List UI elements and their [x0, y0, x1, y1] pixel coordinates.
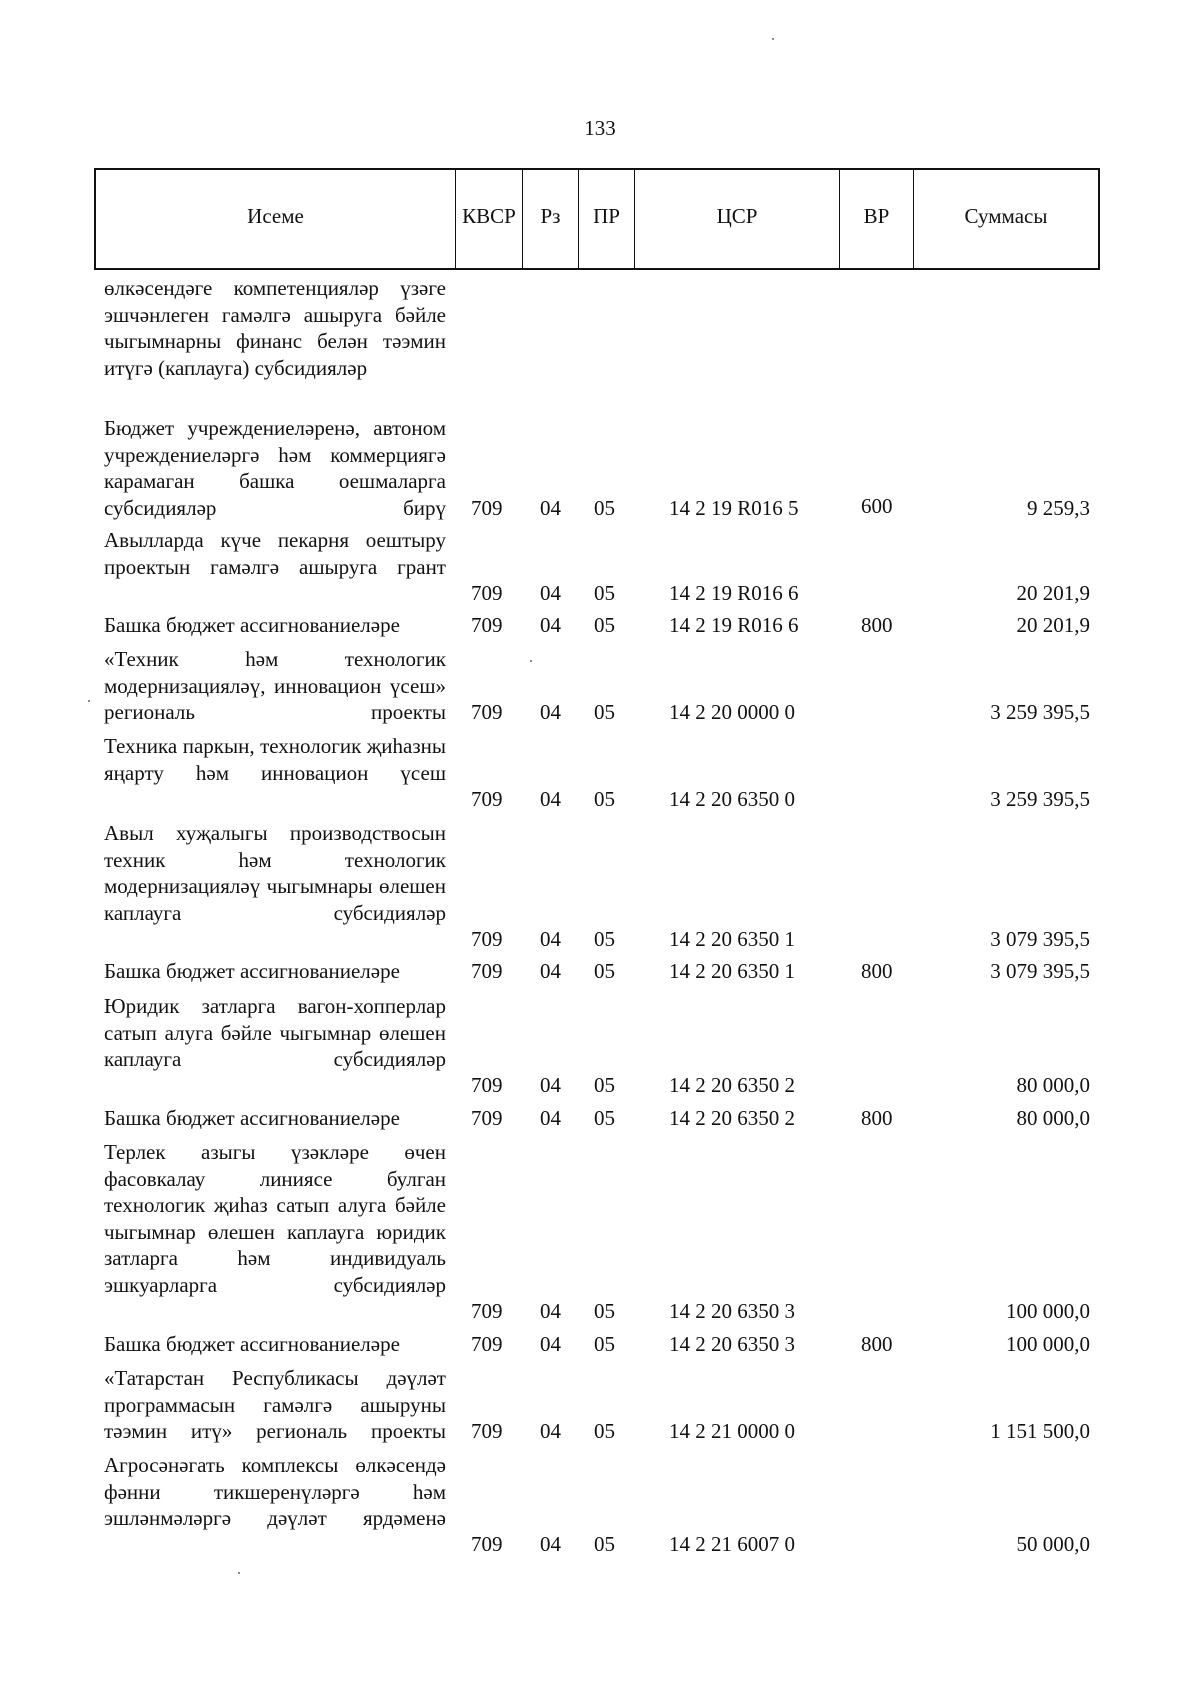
row-rz: 04 [540, 581, 561, 605]
row-vr: 800 [861, 1106, 893, 1130]
column-header-name: Исеме [96, 170, 456, 268]
row-sum: 20 201,9 [1016, 581, 1090, 605]
column-header-kvsr: КВСР [456, 170, 523, 268]
row-rz: 04 [540, 1106, 561, 1130]
row-rz: 04 [540, 613, 561, 637]
row-sum: 3 079 395,5 [990, 959, 1090, 983]
row-csr: 14 2 20 6350 0 [669, 787, 795, 811]
row-csr: 14 2 19 R016 6 [669, 581, 799, 605]
row-sum: 100 000,0 [1006, 1299, 1090, 1323]
row-pr: 05 [594, 1106, 615, 1130]
row-vr: 600 [861, 494, 893, 518]
row-pr: 05 [594, 1073, 615, 1097]
row-sum: 9 259,3 [1027, 496, 1090, 520]
row-sum: 3 259 395,5 [990, 787, 1090, 811]
row-pr: 05 [594, 787, 615, 811]
row-pr: 05 [594, 581, 615, 605]
row-name: Башка бюджет ассигнованиеләре [104, 1332, 400, 1356]
column-header-csr: ЦСР [635, 170, 840, 268]
row-rz: 04 [540, 496, 561, 520]
row-kvsr: 709 [471, 581, 503, 605]
row-name: өлкәсендәге компетенцияләр үзәге эшчәнлеген гамәлгә ашыруга бәйле чыгымнарны финанс белән тәэмин итүгә (каплауга) субсидияләр [104, 276, 446, 380]
row-csr: 14 2 20 6350 2 [669, 1106, 795, 1130]
row-name: Башка бюджет ассигнованиеләре [104, 613, 400, 637]
row-name: Юридик затларга вагон-хопперлар сатып алуга бәйле чыгымнар өлешен каплауга субсидияләр [104, 994, 446, 1071]
row-vr: 800 [861, 959, 893, 983]
row-name: Техника паркын, технологик җиһазны яңарту һәм инновацион үсеш [104, 734, 446, 785]
row-name: Бюджет учреждениеләренә, автоном учреждениеләргә һәм коммерциягә карамаган башка оешмаларга субсидияләр бирү [104, 416, 446, 520]
row-rz: 04 [540, 1419, 561, 1443]
row-name: Терлек азыгы үзәкләре өчен фасовкалау линиясе булган технологик җиһаз сатып алуга бәйле чыгымнар өлешен каплауга юридик затларга һәм индивидуаль эшкуарларга субсидияләр [104, 1140, 446, 1297]
scan-speck [238, 1572, 240, 1574]
row-rz: 04 [540, 1532, 561, 1556]
row-pr: 05 [594, 700, 615, 724]
row-csr: 14 2 19 R016 6 [669, 613, 799, 637]
row-pr: 05 [594, 1299, 615, 1323]
row-sum: 1 151 500,0 [990, 1419, 1090, 1443]
row-sum: 20 201,9 [1016, 613, 1090, 637]
row-name: Башка бюджет ассигнованиеләре [104, 1106, 400, 1130]
row-sum: 80 000,0 [1016, 1106, 1090, 1130]
row-kvsr: 709 [471, 496, 503, 520]
row-sum: 80 000,0 [1016, 1073, 1090, 1097]
row-csr: 14 2 20 6350 1 [669, 927, 795, 951]
row-rz: 04 [540, 1332, 561, 1356]
row-rz: 04 [540, 700, 561, 724]
page-number: 133 [584, 116, 616, 140]
row-rz: 04 [540, 927, 561, 951]
column-header-rz: Рз [523, 170, 579, 268]
row-csr: 14 2 20 6350 3 [669, 1299, 795, 1323]
row-csr: 14 2 19 R016 5 [669, 496, 799, 520]
row-rz: 04 [540, 787, 561, 811]
row-vr: 800 [861, 613, 893, 637]
row-sum: 50 000,0 [1016, 1532, 1090, 1556]
row-name: Авылларда күче пекарня оештыру проектын гамәлгә ашыруга грант [104, 528, 446, 579]
row-name: «Техник һәм технологик модернизацияләү, инновацион үсеш» региональ проекты [104, 647, 446, 724]
row-pr: 05 [594, 613, 615, 637]
row-csr: 14 2 20 6350 1 [669, 959, 795, 983]
row-rz: 04 [540, 959, 561, 983]
row-kvsr: 709 [471, 1419, 503, 1443]
row-vr: 800 [861, 1332, 893, 1356]
row-kvsr: 709 [471, 787, 503, 811]
row-name: Башка бюджет ассигнованиеләре [104, 959, 400, 983]
column-header-sum: Суммасы [964, 203, 1048, 228]
row-pr: 05 [594, 496, 615, 520]
row-kvsr: 709 [471, 927, 503, 951]
row-kvsr: 709 [471, 700, 503, 724]
row-kvsr: 709 [471, 1299, 503, 1323]
row-pr: 05 [594, 1419, 615, 1443]
row-sum: 3 259 395,5 [990, 700, 1090, 724]
row-kvsr: 709 [471, 1106, 503, 1130]
row-kvsr: 709 [471, 1532, 503, 1556]
row-csr: 14 2 20 6350 2 [669, 1073, 795, 1097]
row-name: Авыл хуҗалыгы производствосын техник һәм технологик модернизацияләү чыгымнары өлешен каплауга субсидияләр [104, 821, 446, 925]
scan-speck [530, 660, 532, 662]
row-pr: 05 [594, 927, 615, 951]
scan-speck [88, 700, 90, 702]
row-csr: 14 2 20 0000 0 [669, 700, 795, 724]
row-kvsr: 709 [471, 959, 503, 983]
row-sum: 3 079 395,5 [990, 927, 1090, 951]
row-name: «Татарстан Республикасы дәүләт программасын гамәлгә ашыруны тәэмин итү» региональ проекты [104, 1366, 446, 1443]
row-csr: 14 2 21 6007 0 [669, 1532, 795, 1556]
row-rz: 04 [540, 1299, 561, 1323]
row-name: Агросәнәгать комплексы өлкәсендә фәнни тикшеренүләргә һәм эшләнмәләргә дәүләт ярдәменә [104, 1453, 446, 1530]
scan-speck [772, 38, 774, 40]
row-csr: 14 2 20 6350 3 [669, 1332, 795, 1356]
row-csr: 14 2 21 0000 0 [669, 1419, 795, 1443]
column-header-pr: ПР [579, 170, 635, 268]
row-pr: 05 [594, 959, 615, 983]
row-sum: 100 000,0 [1006, 1332, 1090, 1356]
row-kvsr: 709 [471, 1073, 503, 1097]
row-pr: 05 [594, 1332, 615, 1356]
row-pr: 05 [594, 1532, 615, 1556]
row-rz: 04 [540, 1073, 561, 1097]
row-kvsr: 709 [471, 1332, 503, 1356]
row-kvsr: 709 [471, 613, 503, 637]
column-header-vr: ВР [840, 170, 914, 268]
